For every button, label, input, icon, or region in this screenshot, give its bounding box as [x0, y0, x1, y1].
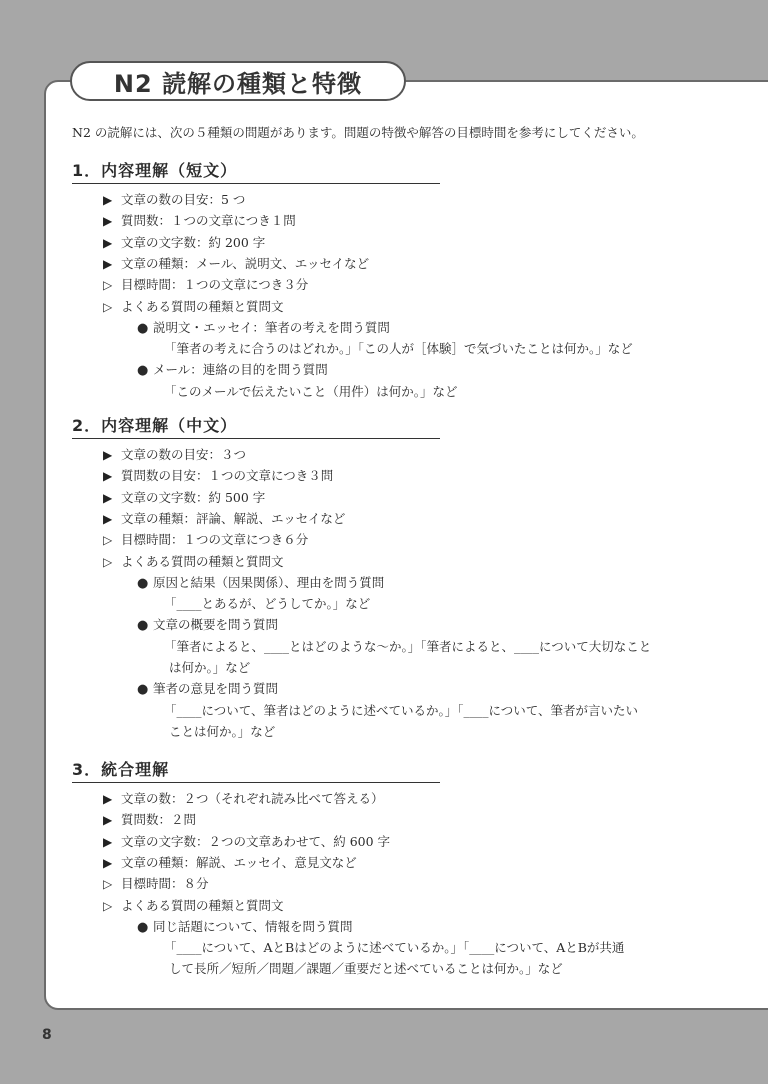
- list-item: [103, 277, 308, 293]
- list-marker: ▷: [103, 533, 113, 548]
- example-question: 「____とあるが、どうしてか。」など: [164, 596, 371, 612]
- sub-item-label: 原因と結果（因果関係）、理由を問う質問: [153, 574, 385, 590]
- list-item: [103, 855, 357, 871]
- list-marker: ▷: [103, 278, 113, 293]
- section-heading: 1．内容理解（短文）: [72, 158, 440, 184]
- list-marker: ▶: [103, 256, 113, 271]
- page-title: N2 読解の種類と特徴: [113, 69, 363, 98]
- list-marker: ▶: [103, 193, 113, 207]
- page-number: 8: [42, 1027, 52, 1043]
- list-item-text: 文章の種類：メール、説明文、エッセイなど: [121, 255, 370, 271]
- list-marker: ▶: [103, 469, 113, 484]
- list-item-text: 文章の文字数：約 500 字: [121, 489, 266, 505]
- intro-text: N2 の読解には、次の５種類の問題があります。問題の特徴や解答の目標時間を参考にしてください。: [72, 125, 644, 140]
- sub-item: [137, 362, 328, 379]
- list-item-text: よくある質問の種類と質問文: [121, 298, 284, 314]
- list-item-text: 文章の数の目安：３つ: [121, 447, 247, 462]
- bullet-marker: ●: [137, 363, 149, 379]
- list-marker: ▷: [103, 299, 113, 314]
- sub-item-label: 文章の概要を問う質問: [153, 617, 279, 633]
- example-question: は何か。」など: [169, 660, 251, 675]
- sub-item-label: 筆者の意見を問う質問: [153, 681, 279, 697]
- list-item-text: 文章の種類：解説、エッセイ、意見文など: [121, 854, 357, 870]
- list-item: [103, 834, 390, 850]
- list-item-text: よくある質問の種類と質問文: [121, 897, 284, 913]
- bullet-marker: ●: [137, 682, 149, 698]
- list-item-text: 文章の数の目安：5 つ: [121, 192, 246, 207]
- list-marker: ▶: [103, 448, 113, 462]
- example-question: 「筆者によると、____とはどのような～か。」「筆者によると、____について大切なこと: [164, 638, 652, 654]
- list-item: [103, 791, 384, 807]
- list-item: [103, 468, 333, 484]
- list-marker: ▷: [103, 898, 113, 913]
- list-marker: ▶: [103, 792, 113, 806]
- list-item: [103, 299, 284, 315]
- example-question: 「このメールで伝えたいこと（用件）は何か。」など: [164, 383, 458, 399]
- list-item: [103, 447, 246, 463]
- bullet-marker: ●: [137, 320, 149, 336]
- list-item: [103, 256, 369, 272]
- sub-item: [137, 681, 278, 698]
- example-question: 「____について、筆者はどのように述べているか。」「____について、筆者が言いたい: [164, 702, 639, 718]
- example-question: して長所／短所／問題／課題／重要だと述べていることは何か。」など: [169, 961, 563, 977]
- list-marker: ▶: [103, 813, 113, 828]
- list-item: [103, 812, 196, 828]
- list-item: [103, 192, 245, 208]
- list-item-text: よくある質問の種類と質問文: [121, 553, 284, 569]
- list-marker: ▶: [103, 235, 113, 250]
- list-item-text: 目標時間：１つの文章につき３分: [121, 277, 309, 293]
- list-marker: ▶: [103, 490, 113, 505]
- bullet-marker: ●: [137, 618, 149, 634]
- list-item-text: 文章の数：２つ（それぞれ読み比べて答える）: [121, 791, 384, 806]
- bullet-marker: ●: [137, 575, 149, 591]
- list-marker: ▷: [103, 554, 113, 569]
- list-item-text: 文章の文字数：約 200 字: [121, 234, 266, 250]
- list-item-text: 質問数の目安：１つの文章につき３問: [121, 468, 334, 484]
- sub-item: [137, 919, 353, 936]
- list-item: [103, 876, 209, 892]
- list-item-text: 質問数：２問: [121, 812, 197, 828]
- list-marker: ▶: [103, 855, 113, 870]
- list-item: [103, 511, 345, 527]
- title-box: [70, 61, 406, 101]
- example-question: ことは何か。」など: [169, 723, 276, 739]
- list-item-text: 目標時間：８分: [121, 876, 209, 892]
- list-marker: ▶: [103, 834, 113, 849]
- list-marker: ▷: [103, 877, 113, 892]
- list-item: [103, 898, 284, 914]
- sub-item-label: 同じ話題について、情報を問う質問: [153, 918, 353, 934]
- list-marker: ▶: [103, 214, 113, 229]
- section-heading: 2．内容理解（中文）: [72, 413, 440, 439]
- bullet-marker: ●: [137, 919, 149, 935]
- list-item-text: 文章の種類：評論、解説、エッセイなど: [121, 510, 346, 526]
- sub-item-label: 説明文・エッセイ：筆者の考えを問う質問: [153, 319, 390, 335]
- example-question: 「筆者の考えに合うのはどれか。」「この人が［体験］で気づいたことは何か。」など: [164, 341, 633, 357]
- sub-item: [137, 575, 384, 592]
- sub-item: [137, 320, 390, 337]
- list-item: [103, 235, 265, 251]
- example-question: 「____について、AとBはどのように述べているか。」「____について、AとBが共通: [164, 940, 625, 956]
- list-item-text: 目標時間：１つの文章につき６分: [121, 532, 309, 548]
- list-item: [103, 532, 308, 548]
- list-item-text: 文章の文字数：２つの文章あわせて、約 600 字: [121, 833, 391, 849]
- section-heading: 3．統合理解: [72, 757, 440, 783]
- list-item-text: 質問数：１つの文章につき１問: [121, 213, 296, 229]
- list-item: [103, 213, 296, 229]
- sub-item: [137, 617, 278, 634]
- sub-item-label: メール：連絡の目的を問う質問: [153, 362, 328, 378]
- list-item: [103, 554, 284, 570]
- list-marker: ▶: [103, 511, 113, 526]
- list-item: [103, 490, 265, 506]
